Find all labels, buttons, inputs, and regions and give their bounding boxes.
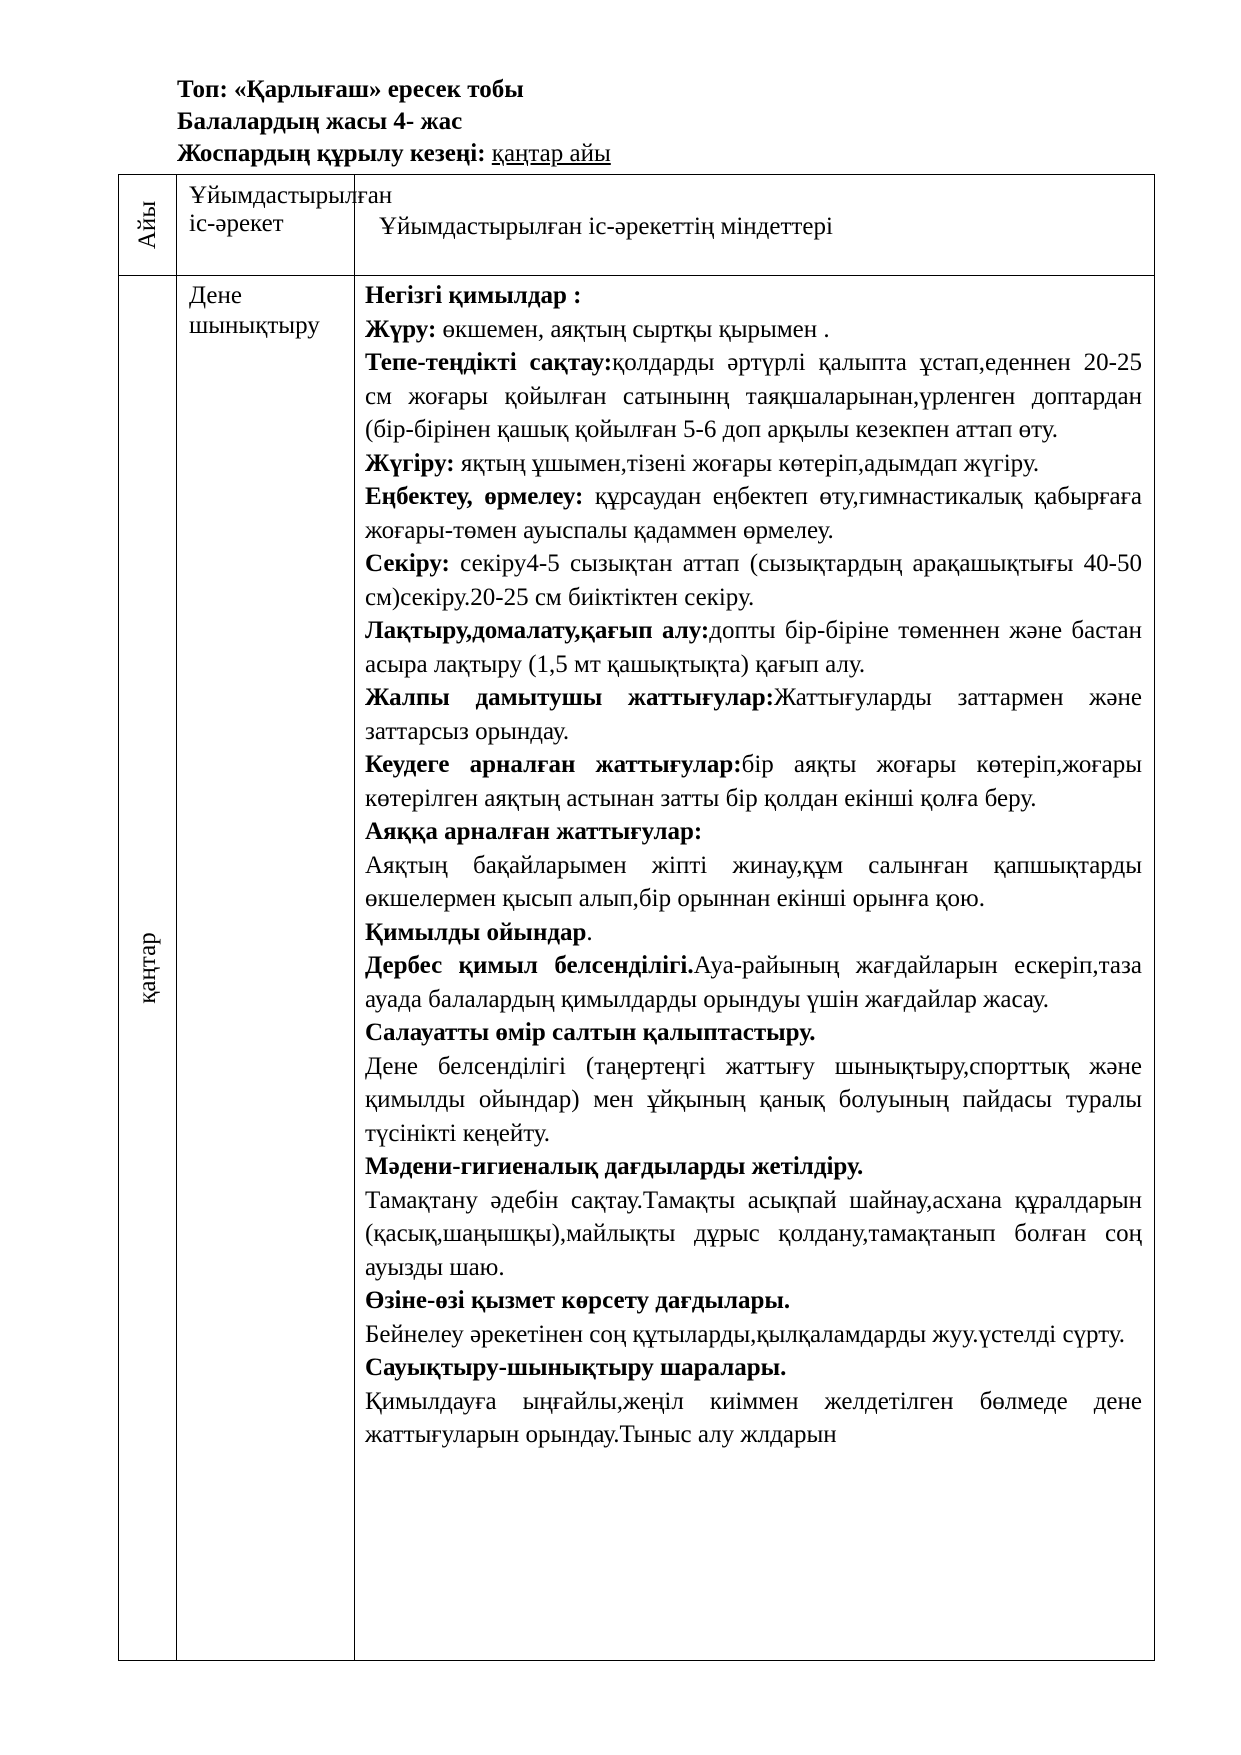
tasks-column-header: Ұйымдастырылған іс-әрекеттің міндеттері <box>379 213 833 240</box>
activity-value: Дене шынықтыру <box>189 282 320 339</box>
month-value: қаңтар <box>133 932 161 1004</box>
task-heading: Сауықтыру-шынықтыру шаралары. <box>365 1354 787 1381</box>
document-header <box>177 74 611 170</box>
group-title: Топ: «Қарлығаш» ересек тобы <box>177 76 524 103</box>
task-text: Тамақтану әдебін сақтау.Тамақты асықпай шайнау,асхана құралдарын (қасық,шаңышқы),майлықты дұрыс қолдану,тамақтанып болған соң ауызды шаю. <box>365 1186 1142 1281</box>
activity-column-header: Ұйымдастырылған іс-әрекет <box>189 182 393 237</box>
task-paragraph <box>365 1050 1142 1151</box>
task-heading: Мәдени-гигиеналық дағдыларды жетілдіру. <box>365 1153 864 1180</box>
task-text: секіру4-5 сызықтан аттап (сызықтардың арақашықтығы 40-50 см)секіру.20-25 см биіктіктен секіру. <box>365 550 1142 611</box>
task-heading: Қимылды ойындар <box>365 918 587 946</box>
task-text: бір аяқты жоғары көтеріп,жоғары көтерілген аяқтың астынан затты бір қолдан екінші қолға беру. <box>365 751 1143 812</box>
month-column-header: Айы <box>133 200 161 250</box>
activity-header-cell <box>177 175 393 276</box>
task-paragraph <box>365 279 1142 313</box>
task-paragraph <box>365 949 1142 1016</box>
task-heading: Секіру: <box>365 550 450 577</box>
tasks-cell <box>355 276 1155 1661</box>
task-text: Дене белсенділігі (таңертеңгі жаттығу шынықтыру,спорттық және қимылды ойындар) мен ұйқының қанық болуының пайдасы туралы түсінікті кеңейту. <box>365 1052 1142 1147</box>
task-paragraph <box>365 346 1142 447</box>
task-text: Бейнелеу әрекетінен соң құтыларды,қылқаламдарды жуу.үстелді сүрту. <box>365 1320 1126 1348</box>
task-text: құрсаудан еңбектеп өту,гимнастикалық қабырғаға жоғары-төмен ауыспалы қадаммен өрмелеу. <box>365 483 1142 544</box>
task-text: Аяқтың бақайларымен жіпті жинау,құм салынған қапшықтарды өкшелермен қысып алып,бір орыннан екінші орынға қою. <box>365 851 1142 912</box>
task-heading: Жалпы дамытушы жаттығулар: <box>365 684 774 711</box>
task-paragraph <box>365 1385 1142 1452</box>
task-text: өкшемен, аяқтың сыртқы қырымен . <box>436 315 830 343</box>
task-heading: Тепе-теңдікті сақтау: <box>365 349 613 376</box>
task-heading: Салауатты өмір салтын қалыптастыру. <box>365 1019 816 1046</box>
month-cell <box>119 276 177 1661</box>
task-paragraph <box>365 1351 1142 1385</box>
task-heading: Еңбектеу, өрмелеу: <box>365 483 584 510</box>
table-header-row <box>119 175 1155 276</box>
task-text: қолдарды әртүрлі қалыпта ұстап,еденнен 20-25 см жоғары қойылған сатынынң таяқшаларынан,үрленген доптардан (бір-бірінен қашық қойылған 5-6 доп арқылы кезекпен аттап өту. <box>365 349 1142 443</box>
task-paragraph <box>365 1284 1142 1318</box>
period-line <box>177 138 611 170</box>
task-paragraph <box>365 815 1142 849</box>
task-text: Ауа-райының жағдайларын ескеріп,таза ауада балалардың қимылдарды орындуы үшін жағдайлар жасау. <box>365 952 1142 1013</box>
period-label: Жоспардың құрылу кезеңі: <box>177 140 486 167</box>
task-paragraph <box>365 313 1142 347</box>
task-paragraph <box>365 1016 1142 1050</box>
task-text: Жаттығуларды заттармен және заттарсыз орындау. <box>365 684 1142 745</box>
task-paragraph <box>365 916 1142 950</box>
plan-table <box>118 174 1155 1661</box>
age-line: Балалардың жасы 4- жас <box>177 108 463 135</box>
task-paragraph <box>365 1150 1142 1184</box>
tasks-header-cell <box>355 175 1155 276</box>
task-text: Қимылдауға ыңғайлы,жеңіл киіммен желдетілген бөлмеде дене жаттығуларын орындау.Тыныс алу жлдарын <box>365 1387 1142 1448</box>
task-paragraph <box>365 480 1142 547</box>
task-heading: Жүру: <box>365 315 437 343</box>
task-paragraph <box>365 547 1142 614</box>
task-paragraph <box>365 1318 1142 1352</box>
table-row <box>119 276 1155 1661</box>
task-heading: Негізгі қимылдар : <box>365 282 582 309</box>
task-text: яқтың ұшымен,тізені жоғары көтеріп,адымдап жүгіру. <box>454 449 1040 477</box>
activity-cell <box>177 276 355 1661</box>
task-paragraph <box>365 849 1142 916</box>
task-heading: Дербес қимыл белсенділігі. <box>365 952 694 979</box>
task-heading: Аяққа арналған жаттығулар: <box>365 818 703 845</box>
task-paragraph <box>365 614 1142 681</box>
month-header-cell <box>119 175 177 276</box>
task-heading: Кеудеге арналған жаттығулар: <box>365 751 742 778</box>
task-paragraph <box>365 681 1142 748</box>
task-paragraph <box>365 748 1142 815</box>
task-paragraph <box>365 1184 1142 1285</box>
task-paragraph <box>365 447 1142 481</box>
tasks-content <box>355 276 1154 1452</box>
task-heading: Өзіне-өзі қызмет көрсету дағдылары. <box>365 1287 791 1314</box>
period-value: қаңтар айы <box>491 140 611 167</box>
task-heading: Жүгіру: <box>365 449 455 477</box>
task-text: допты бір-біріне төменнен және бастан асыра лақтыру (1,5 мт қашықтықта) қағып алу. <box>365 617 1142 678</box>
task-heading: Лақтыру,домалату,қағып алу: <box>365 617 710 644</box>
task-text: . <box>586 918 593 946</box>
